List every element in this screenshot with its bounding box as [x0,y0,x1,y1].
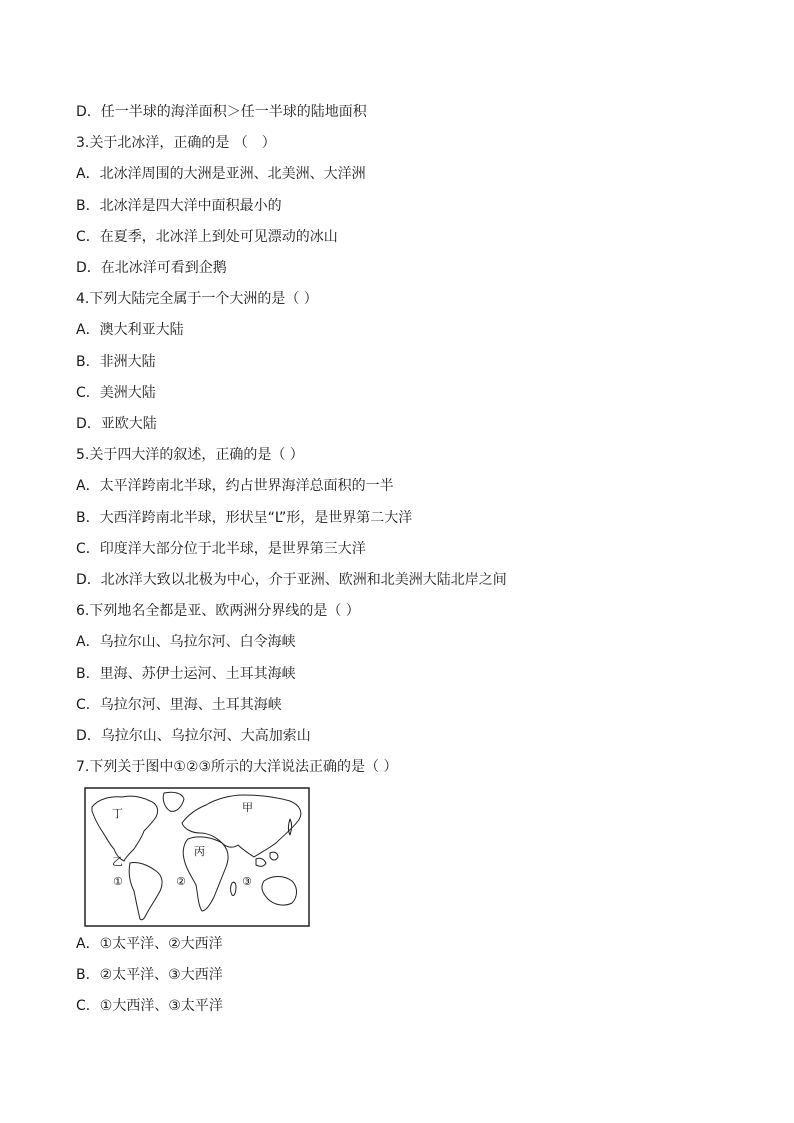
map-label-yi: 乙 [112,855,123,868]
q5-option-c: C．印度洋大部分位于北半球，是世界第三大洋 [76,541,366,557]
world-map-figure [84,787,310,927]
q5-option-b: B．大西洋跨南北半球，形状呈“L”形，是世界第二大洋 [76,510,413,526]
q6-stem: 6.下列地名全都是亚、欧两洲分界线的是（ ） [76,603,360,619]
q5-option-a: A．太平洋跨南北半球，约占世界海洋总面积的一半 [76,478,394,494]
q3-stem: 3.关于北冰洋，正确的是 （ ） [76,135,276,151]
map-label-ding: 丁 [112,807,123,820]
q6-option-d: D．乌拉尔山、乌拉尔河、大高加索山 [76,728,311,744]
q3-option-a: A．北冰洋周围的大洲是亚洲、北美洲、大洋洲 [76,166,366,182]
map-label-ocean-2: ② [176,875,186,888]
map-label-jia: 甲 [242,801,253,814]
q7-option-c: C．①大西洋、③太平洋 [76,998,223,1014]
q4-option-d: D．亚欧大陆 [76,416,157,432]
q5-option-d: D．北冰洋大致以北极为中心，介于亚洲、欧洲和北美洲大陆北岸之间 [76,572,507,588]
q3-option-b: B．北冰洋是四大洋中面积最小的 [76,198,282,214]
q4-option-b: B．非洲大陆 [76,354,156,370]
q7-option-b: B．②太平洋、③大西洋 [76,967,223,983]
q6-option-a: A．乌拉尔山、乌拉尔河、白令海峡 [76,634,296,650]
q5-stem: 5.关于四大洋的叙述，正确的是（ ） [76,447,304,463]
q4-option-a: A．澳大利亚大陆 [76,322,184,338]
q2-option-d: D．任一半球的海洋面积＞任一半球的陆地面积 [76,104,367,120]
map-label-bing: 丙 [194,845,205,858]
map-label-ocean-3: ③ [242,875,252,888]
q4-stem: 4.下列大陆完全属于一个大洲的是（ ） [76,291,318,307]
q3-option-d: D．在北冰洋可看到企鹅 [76,260,227,276]
q3-option-c: C．在夏季，北冰洋上到处可见漂动的冰山 [76,229,338,245]
q4-option-c: C．美洲大陆 [76,385,156,401]
map-label-ocean-1: ① [113,875,123,888]
q7-stem: 7.下列关于图中①②③所示的大洋说法正确的是（ ） [76,759,398,775]
q7-option-a: A．①太平洋、②大西洋 [76,936,223,952]
q6-option-c: C．乌拉尔河、里海、土耳其海峡 [76,697,282,713]
q6-option-b: B．里海、苏伊士运河、土耳其海峡 [76,666,296,682]
